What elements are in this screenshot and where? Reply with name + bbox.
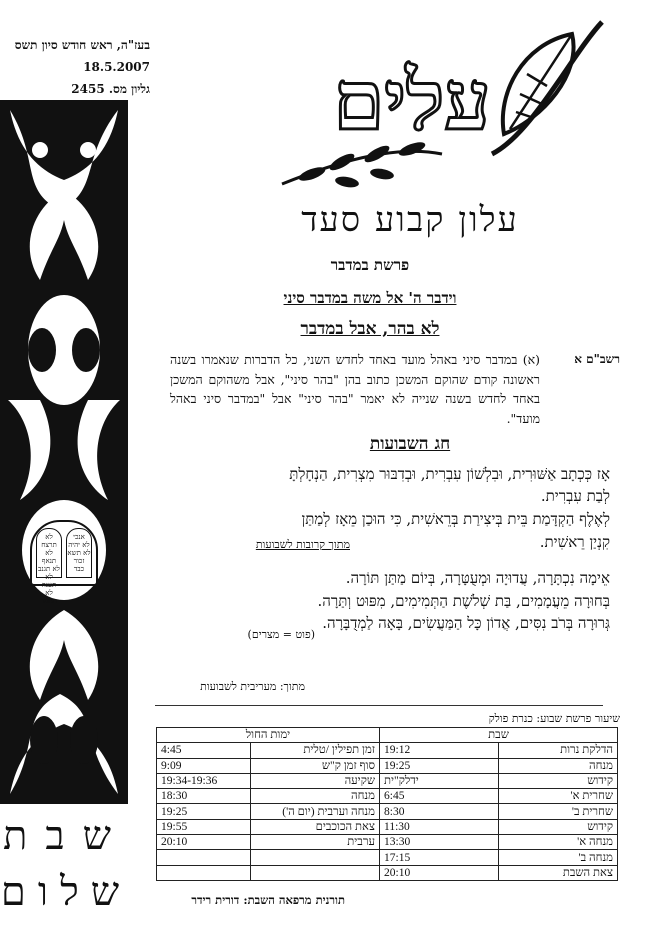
shabbat-word: שבת [3, 813, 129, 859]
poem-note: (פוט = מצרים) [247, 628, 315, 641]
table-cell: קידוש [499, 773, 618, 788]
nurse-on-duty: תורנית מרפאה השבת: דורית רידר [191, 893, 345, 907]
table-cell: 19:25 [157, 804, 251, 819]
masthead-subtitle: עלון קבוע סעד [301, 200, 519, 240]
tablet-word: לא תחמד [41, 589, 57, 605]
logo-title: עלים [333, 53, 491, 149]
table-cell: 11:30 [380, 819, 499, 834]
issue-date: 18.5.2007 [83, 60, 150, 74]
table-row [157, 835, 618, 850]
table-cell: מנחה [499, 758, 618, 773]
tablet-word: לא תרצח [41, 533, 57, 549]
table-cell: 18:30 [157, 789, 251, 804]
table-cell: מנחה א' [499, 835, 618, 850]
shalom-word: שלום [0, 869, 132, 915]
prayer-times-table [156, 727, 618, 881]
table-row [157, 743, 618, 758]
poem-line: לְאֶלֶף הַקְדָּמַת בֵּית בְּיצִירַת בְּרֵאשִׁית, כִּי הוּכַן מֵאָז לְמַתַּן [301, 510, 610, 528]
weekday-column-header: ימות החול [157, 728, 380, 743]
table-cell: מנחה [251, 789, 380, 804]
poem-line: לְבַת עִבְרִית. [540, 487, 610, 505]
table-cell: שקיעה [251, 773, 380, 788]
table-cell: 13:30 [380, 835, 499, 850]
table-row [157, 850, 618, 865]
parasha-heading: לא בהר, אבל במדבר [300, 319, 440, 339]
table-cell: שחרית א' [499, 789, 618, 804]
tablet-word: לא תנאף [41, 549, 57, 565]
table-cell: הדלקת נרות [499, 743, 618, 758]
tablet-word: לא יהיה [68, 541, 90, 549]
table-row [157, 758, 618, 773]
table-cell: 8:30 [380, 804, 499, 819]
poem-line: אָז כְּכְתָב אַשּׁוּרִית, וּבִלְשׁוֹן עִבְרִית, וּבְדִבּוּר מִצְרִית, הַנְחָלְתָּ [289, 465, 610, 483]
table-cell: 19:55 [157, 819, 251, 834]
table-row [157, 789, 618, 804]
table-cell: 19:25 [380, 758, 499, 773]
tablet-word: לא תענה [41, 573, 57, 589]
issue-header [0, 34, 150, 100]
poem-source: מתוך קרובות לשבועות [255, 538, 350, 551]
table-row [157, 804, 618, 819]
parasha-name: פרשת במדבר [330, 256, 410, 274]
tablet-word: לא תגנב [38, 565, 60, 573]
table-cell [251, 850, 380, 865]
table-cell: 9:09 [157, 758, 251, 773]
poem-line: בְּחוּרָה מֵעֲמָמִים, בַּת שְׁלֹשֶׁת הַתְּמִימִים, מִפּוּט וְתַּרָה. [317, 592, 610, 610]
poem-source: מתוך: מעריבית לשבועות [200, 680, 305, 693]
issue-date-hebrew: בעז"ה, ראש חודש סיון תשס [14, 38, 150, 52]
divider [155, 705, 603, 706]
table-cell: מנחה ב' [499, 850, 618, 865]
poem-line: גְּרוּרָה בְּרֹב נִסִּים, אֲדוֹן כָּל הַמַּעֲשִׂים, בָּאָה לַמְדֻבָּרָה. [322, 614, 610, 632]
table-cell: 19:12 [380, 743, 499, 758]
table-cell: ערבית [251, 835, 380, 850]
tablet-word: זכור [73, 557, 85, 565]
table-row [157, 773, 618, 788]
table-cell: מנחה וערבית (יום ה') [251, 804, 380, 819]
parasha-verse: וידבר ה' אל משה במדבר סיני [283, 289, 457, 307]
table-cell: 19:34-19:36 [157, 773, 251, 788]
table-cell: קידוש [499, 819, 618, 834]
table-cell: ידלק"ית [380, 773, 499, 788]
table-cell [251, 865, 380, 880]
masthead-logo [272, 14, 622, 204]
table-row [157, 865, 618, 880]
tablets-of-law [30, 520, 98, 605]
table-cell: צאת השבת [499, 865, 618, 880]
ornamental-border [0, 100, 128, 804]
commentary-label: רשב"ם א [574, 352, 620, 366]
poem-line: אֵימָה נִכְתָּרָה, עֲדוּיָה וּמְעֻטָּרָה, בְּיוֹם מַתַּן תּוֹרָה. [345, 569, 610, 587]
table-cell: 20:10 [380, 865, 499, 880]
shiur-info: שיעור פרשת שבוע: כנרת פולק [488, 712, 620, 725]
shabbat-shalom [0, 808, 132, 920]
table-row [157, 819, 618, 834]
table-cell: 17:15 [380, 850, 499, 865]
table-cell: 6:45 [380, 789, 499, 804]
shavuot-title: חג השבועות [369, 434, 451, 454]
tablet-word: כבד [73, 565, 85, 573]
table-cell: צאת הכוכבים [251, 819, 380, 834]
table-cell: סוף זמן ק"ש [251, 758, 380, 773]
table-cell [157, 865, 251, 880]
table-cell: 20:10 [157, 835, 251, 850]
commentary-text: (א) במדבר סיני באהל מועד באחד לחדש השני, כל הדברות שנאמרו בשנה ראשונה קודם שהוקם המשכן כתוב בהן "בהר סיני", אבל משהוקם המשכן באחד לחדש בשנה שנייה לא יאמר "בהר סיני" אבל "במדבר סיני באהל מועד". [170, 352, 540, 426]
tablet-word: אנכי [73, 533, 85, 541]
table-cell: זמן תפילין /טלית [251, 743, 380, 758]
issue-number: גליון מס. 2455 [71, 82, 150, 96]
table-cell [157, 850, 251, 865]
table-cell: 4:45 [157, 743, 251, 758]
table-header-row [157, 728, 618, 743]
table-cell: שחרית ב' [499, 804, 618, 819]
tablet-word: לא תשא [67, 549, 91, 557]
shabbat-column-header: שבת [380, 728, 618, 743]
poem-line: קִנְיַן רֵאשִׁית. [539, 533, 610, 551]
